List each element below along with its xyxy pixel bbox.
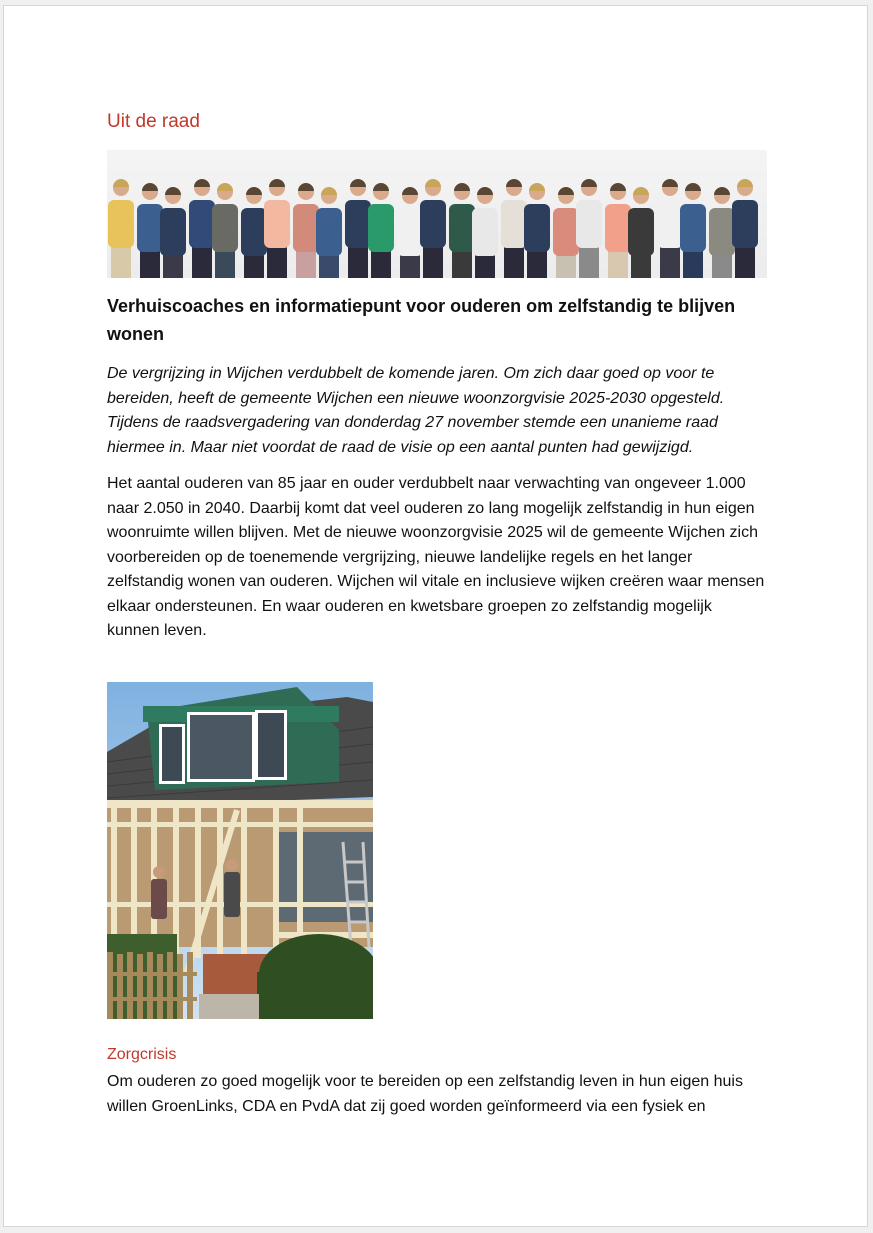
council-member-figure [628,187,654,278]
house-renovation-photo [107,682,373,1019]
council-member-figure [241,187,267,278]
council-member-figure [137,183,163,278]
article-lead: De vergrijzing in Wijchen verdubbelt de komende jaren. Om zich daar goed op voor te bereiden, heeft de gemeente Wijchen een nieuwe woonzorgvisie 2025-2030 opgesteld. Tijdens de raadsvergadering van donderdag 27 november stemde een unanieme raad hiermee in. Maar niet voordat de raad de visie op een aantal punten had gewijzigd. [107,365,725,456]
council-group-photo-drawing [107,150,767,278]
article-body-continued: Om ouderen zo goed mogelijk voor te bereiden op een zelfstandig leven in hun eigen huis willen GroenLinks, CDA en PvdA dat zij goed worden geïnformeerd via een fysiek en [107,1073,743,1115]
council-member-figure [212,183,238,278]
council-member-figure [293,183,319,278]
council-member-figure [709,187,735,278]
council-member-figure [345,179,371,278]
council-member-figure [553,187,579,278]
council-member-figure [605,183,631,278]
council-member-figure [576,179,602,278]
council-group-photo [107,150,767,278]
article-headline: Verhuiscoaches en informatiepunt voor ouderen om zelfstandig te blijven wonen [107,296,736,344]
council-member-figure [657,179,683,278]
council-member-figure [189,179,215,278]
council-member-figure [264,179,290,278]
document-page [3,5,868,1227]
council-member-figure [449,183,475,278]
article-body: Het aantal ouderen van 85 jaar en ouder verdubbelt naar verwachting van ongeveer 1.000 naar 2.050 in 2040. Daarbij komt dat veel ouderen zo lang mogelijk zelfstandig in hun eigen woonruimte willen blijven. Met de nieuwe woonzorgvisie 2025 wil de gemeente Wijchen zich voorbereiden op de toenemende vergrijzing, nieuwe landelijke regels en het langer zelfstandig wonen van ouderen. Wijchen wil vitale en inclusieve wijken creëren waar mensen elkaar ondersteunen. En waar ouderen en kwetsbare groepen zo zelfstandig mogelijk kunnen leven. [107,475,765,639]
council-member-figure [680,183,706,278]
council-member-figure [397,187,423,278]
council-member-figure [108,179,134,278]
council-member-figure [472,187,498,278]
council-member-figure [160,187,186,278]
council-member-figure [420,179,446,278]
council-member-figure [368,183,394,278]
council-member-figure [501,179,527,278]
house-renovation-drawing [107,682,373,1019]
council-member-figure [316,187,342,278]
council-member-figure [524,183,550,278]
section-subhead: Zorgcrisis [107,1046,177,1063]
council-member-figure [732,179,758,278]
section-label: Uit de raad [107,111,200,132]
